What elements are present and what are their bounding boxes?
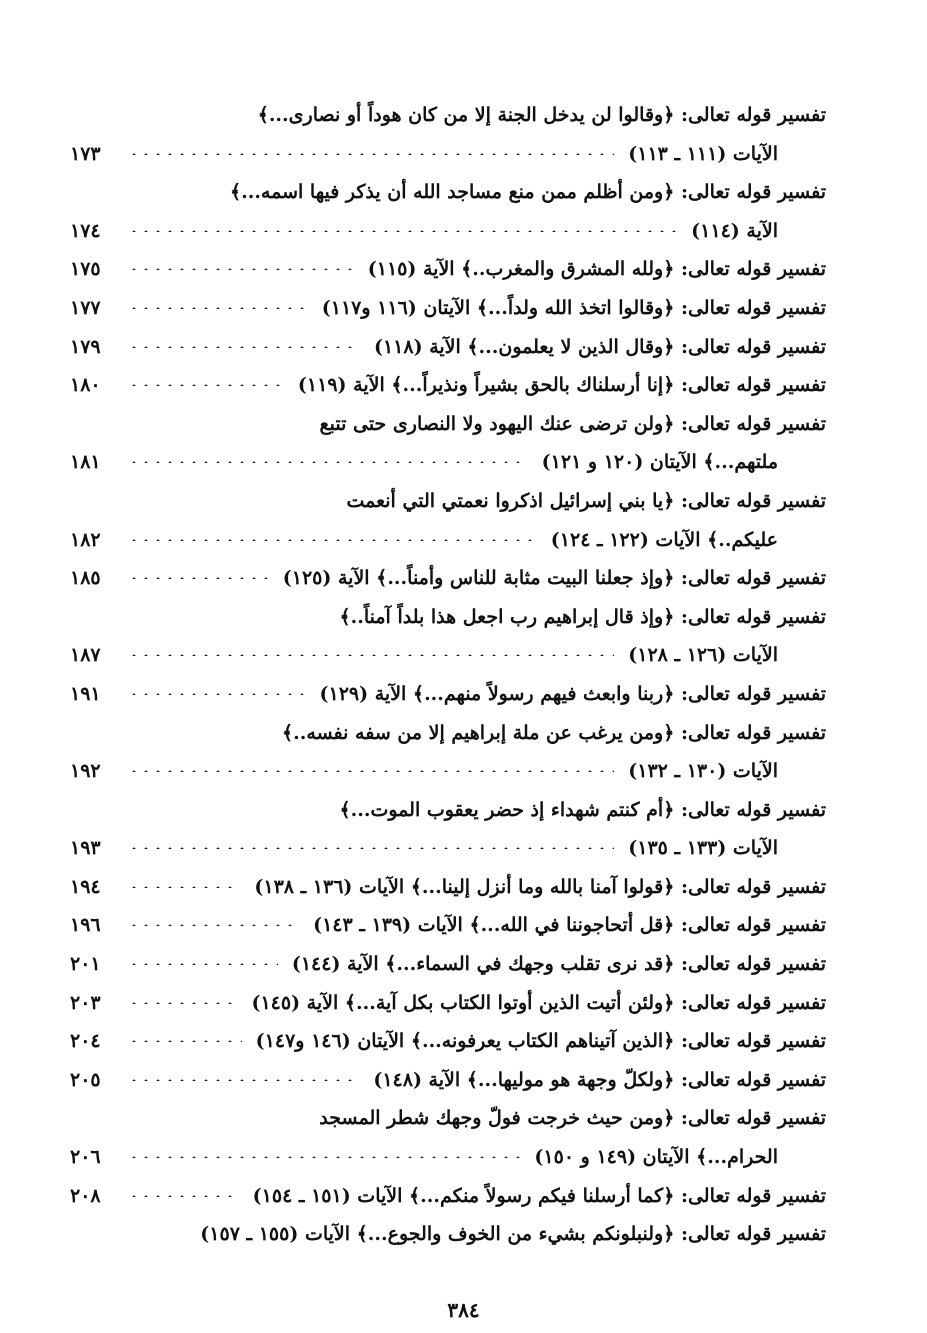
toc-entry-title: تفسير قوله تعالى: ﴿ولئن أتيت الذين أوتوا الكتاب بكل آية...﴾ الآية (١٤٥) bbox=[251, 991, 826, 1014]
toc-entry bbox=[70, 1101, 826, 1140]
toc-page-number: ١٨١ bbox=[70, 451, 101, 474]
leader-dots bbox=[128, 693, 306, 695]
toc-entry-title: تفسير قوله تعالى: ﴿ولنبلونكم بشيء من الخوف والجوع...﴾ الآيات (١٥٥ ـ ١٥٧) bbox=[200, 1223, 826, 1246]
leader-dots bbox=[128, 847, 614, 849]
leader-dots bbox=[128, 1079, 359, 1081]
toc-entry bbox=[70, 831, 826, 870]
toc-page-number: ١٩٤ bbox=[70, 875, 101, 898]
toc-entry-title: الحرام...﴾ الآيتان (١٤٩ و ١٥٠) bbox=[534, 1146, 778, 1169]
toc-entry bbox=[70, 716, 826, 755]
leader-dots bbox=[128, 1195, 239, 1197]
toc-entry-title: تفسير قوله تعالى: ﴿وقال الذين لا يعلمون...﴾ الآية (١١٨) bbox=[373, 335, 826, 358]
toc-entry bbox=[70, 252, 826, 291]
toc-page-number: ١٧٩ bbox=[70, 335, 101, 358]
toc-page-number: ٢٠٨ bbox=[70, 1184, 101, 1207]
leader-dots bbox=[128, 924, 299, 926]
toc-entry bbox=[70, 1179, 826, 1218]
leader-dots bbox=[128, 963, 278, 965]
toc-entry-title: الآية (١١٤) bbox=[691, 219, 778, 242]
toc-entry-title: تفسير قوله تعالى: ﴿ومن يرغب عن ملة إبراهيم إلا من سفه نفسه..﴾ bbox=[282, 721, 826, 744]
toc-entry-title: تفسير قوله تعالى: ﴿إنا أرسلناك بالحق بشيراً ونذيراً...﴾ الآية (١١٩) bbox=[297, 374, 826, 397]
toc-entry bbox=[70, 407, 826, 446]
toc-page-number: ١٧٧ bbox=[70, 296, 101, 319]
toc-entry bbox=[70, 330, 826, 369]
toc-entry-title: تفسير قوله تعالى: ﴿ولله المشرق والمغرب..﴾ الآية (١١٥) bbox=[367, 258, 826, 281]
toc-page-number: ٢٠٤ bbox=[70, 1030, 101, 1053]
toc-entry-title: تفسير قوله تعالى: ﴿وقالوا لن يدخل الجنة إلا من كان هوداً أو نصارى...﴾ bbox=[257, 104, 826, 126]
toc-entry-title: تفسير قوله تعالى: ﴿ربنا وابعث فيهم رسولاً منهم...﴾ الآية (١٢٩) bbox=[319, 682, 826, 705]
leader-dots bbox=[128, 886, 240, 888]
leader-dots bbox=[128, 539, 537, 541]
toc-entry-title: تفسير قوله تعالى: ﴿ومن أظلم ممن منع مساجد الله أن يذكر فيها اسمه...﴾ bbox=[229, 181, 826, 204]
toc-entry-title: تفسير قوله تعالى: ﴿ولن ترضى عنك اليهود ولا النصارى حتى تتبع bbox=[319, 412, 826, 435]
toc-page-number: ٢٠٥ bbox=[70, 1068, 101, 1091]
toc-entry-title: تفسير قوله تعالى: ﴿وقالوا اتخذ الله ولداً...﴾ الآيتان (١١٦ و١١٧) bbox=[321, 296, 826, 319]
toc-entry bbox=[70, 638, 826, 677]
toc-entry bbox=[70, 793, 826, 832]
toc-entry bbox=[70, 600, 826, 639]
leader-dots bbox=[128, 654, 614, 656]
toc-entry-title: تفسير قوله تعالى: ﴿قولوا آمنا بالله وما أنزل إلينا...﴾ الآيات (١٣٦ ـ ١٣٨) bbox=[254, 875, 826, 898]
toc-entry-title: تفسير قوله تعالى: ﴿وإذ قال إبراهيم رب اجعل هذا بلداً آمناً..﴾ bbox=[339, 605, 826, 628]
leader-dots bbox=[128, 307, 308, 309]
toc-entry bbox=[70, 484, 826, 523]
leader-dots bbox=[128, 461, 528, 463]
toc-entry-title: ملتهم...﴾ الآيتان (١٢٠ و ١٢١) bbox=[541, 451, 778, 474]
toc-entry bbox=[70, 175, 826, 214]
leader-dots bbox=[128, 1040, 242, 1042]
toc-entry-title: الآيات (١٣٣ ـ ١٣٥) bbox=[628, 837, 778, 860]
toc-entry bbox=[70, 908, 826, 947]
toc-entry bbox=[70, 445, 826, 484]
toc-entry-title: الآيات (١١١ ـ ١١٣) bbox=[628, 142, 778, 165]
toc-entry bbox=[70, 523, 826, 562]
toc-page-number: ١٨٥ bbox=[70, 567, 101, 590]
toc-entry bbox=[70, 947, 826, 986]
toc-page-number: ١٩٢ bbox=[70, 760, 101, 783]
leader-dots bbox=[128, 230, 677, 232]
toc-entry-title: تفسير قوله تعالى: ﴿وإذ جعلنا البيت مثابة للناس وأمناً...﴾ الآية (١٢٥) bbox=[282, 567, 826, 590]
toc-page-number: ١٧٣ bbox=[70, 142, 101, 165]
toc-page-number: ١٩٦ bbox=[70, 914, 101, 937]
toc-entry-title: تفسير قوله تعالى: ﴿قد نرى تقلب وجهك في السماء...﴾ الآية (١٤٤) bbox=[291, 953, 826, 976]
toc-entry-title: تفسير قوله تعالى: ﴿أم كنتم شهداء إذ حضر يعقوب الموت...﴾ bbox=[339, 798, 826, 821]
toc-entry bbox=[70, 677, 826, 716]
toc-entry-title: الآيات (١٣٠ ـ ١٣٢) bbox=[628, 760, 778, 783]
toc-entry bbox=[70, 870, 826, 909]
toc-entry bbox=[70, 1140, 826, 1179]
leader-dots bbox=[128, 770, 614, 772]
toc-page-number: ١٩٣ bbox=[70, 837, 101, 860]
leader-dots bbox=[128, 268, 354, 270]
toc-entry-title: الآيات (١٢٦ ـ ١٢٨) bbox=[628, 644, 778, 667]
toc-entry bbox=[70, 291, 826, 330]
toc-page-number: ١٧٥ bbox=[70, 258, 101, 281]
leader-dots bbox=[128, 346, 360, 348]
toc-entry-title: تفسير قوله تعالى: ﴿ولكلّ وجهة هو موليها...﴾ الآية (١٤٨) bbox=[373, 1068, 826, 1091]
toc-entry-title: تفسير قوله تعالى: ﴿الذين آتيناهم الكتاب يعرفونه...﴾ الآيتان (١٤٦ و١٤٧) bbox=[255, 1030, 826, 1053]
toc-entry-title: تفسير قوله تعالى: ﴿قل أتحاجوننا في الله...﴾ الآيات (١٣٩ ـ ١٤٣) bbox=[313, 914, 826, 937]
toc-entry-title: عليكم..﴾ الآيات (١٢٢ ـ ١٢٤) bbox=[550, 528, 778, 551]
toc-entry bbox=[70, 1024, 826, 1063]
leader-dots bbox=[128, 1002, 237, 1004]
toc-entry bbox=[70, 137, 826, 176]
toc-page-number: ١٨٢ bbox=[70, 528, 101, 551]
leader-dots bbox=[128, 153, 614, 155]
toc-entry bbox=[70, 561, 826, 600]
toc-entry-title: تفسير قوله تعالى: ﴿ومن حيث خرجت فولّ وجهك شطر المسجد bbox=[319, 1107, 826, 1130]
leader-dots bbox=[128, 384, 284, 386]
table-of-contents bbox=[70, 98, 826, 1256]
toc-entry bbox=[70, 986, 826, 1025]
toc-entry bbox=[70, 214, 826, 253]
toc-entry bbox=[70, 1063, 826, 1102]
page-number: ٣٨٤ bbox=[447, 1298, 480, 1322]
toc-entry bbox=[70, 1217, 826, 1256]
toc-page-number: ١٩١ bbox=[70, 682, 101, 705]
toc-entry bbox=[70, 368, 826, 407]
toc-page-number: ٢٠٣ bbox=[70, 991, 101, 1014]
toc-page-number: ١٨٠ bbox=[70, 374, 101, 397]
leader-dots bbox=[128, 1156, 520, 1158]
toc-entry bbox=[70, 754, 826, 793]
toc-entry bbox=[70, 98, 826, 137]
toc-entry-title: تفسير قوله تعالى: ﴿كما أرسلنا فيكم رسولاً منكم...﴾ الآيات (١٥١ ـ ١٥٤) bbox=[252, 1184, 826, 1207]
toc-page-number: ٢٠١ bbox=[70, 953, 101, 976]
toc-entry-title: تفسير قوله تعالى: ﴿يا بني إسرائيل اذكروا نعمتي التي أنعمت bbox=[346, 489, 826, 512]
toc-page-number: ١٧٤ bbox=[70, 219, 101, 242]
toc-page-number: ١٨٧ bbox=[70, 644, 101, 667]
leader-dots bbox=[128, 577, 269, 579]
toc-page-number: ٢٠٦ bbox=[70, 1146, 101, 1169]
